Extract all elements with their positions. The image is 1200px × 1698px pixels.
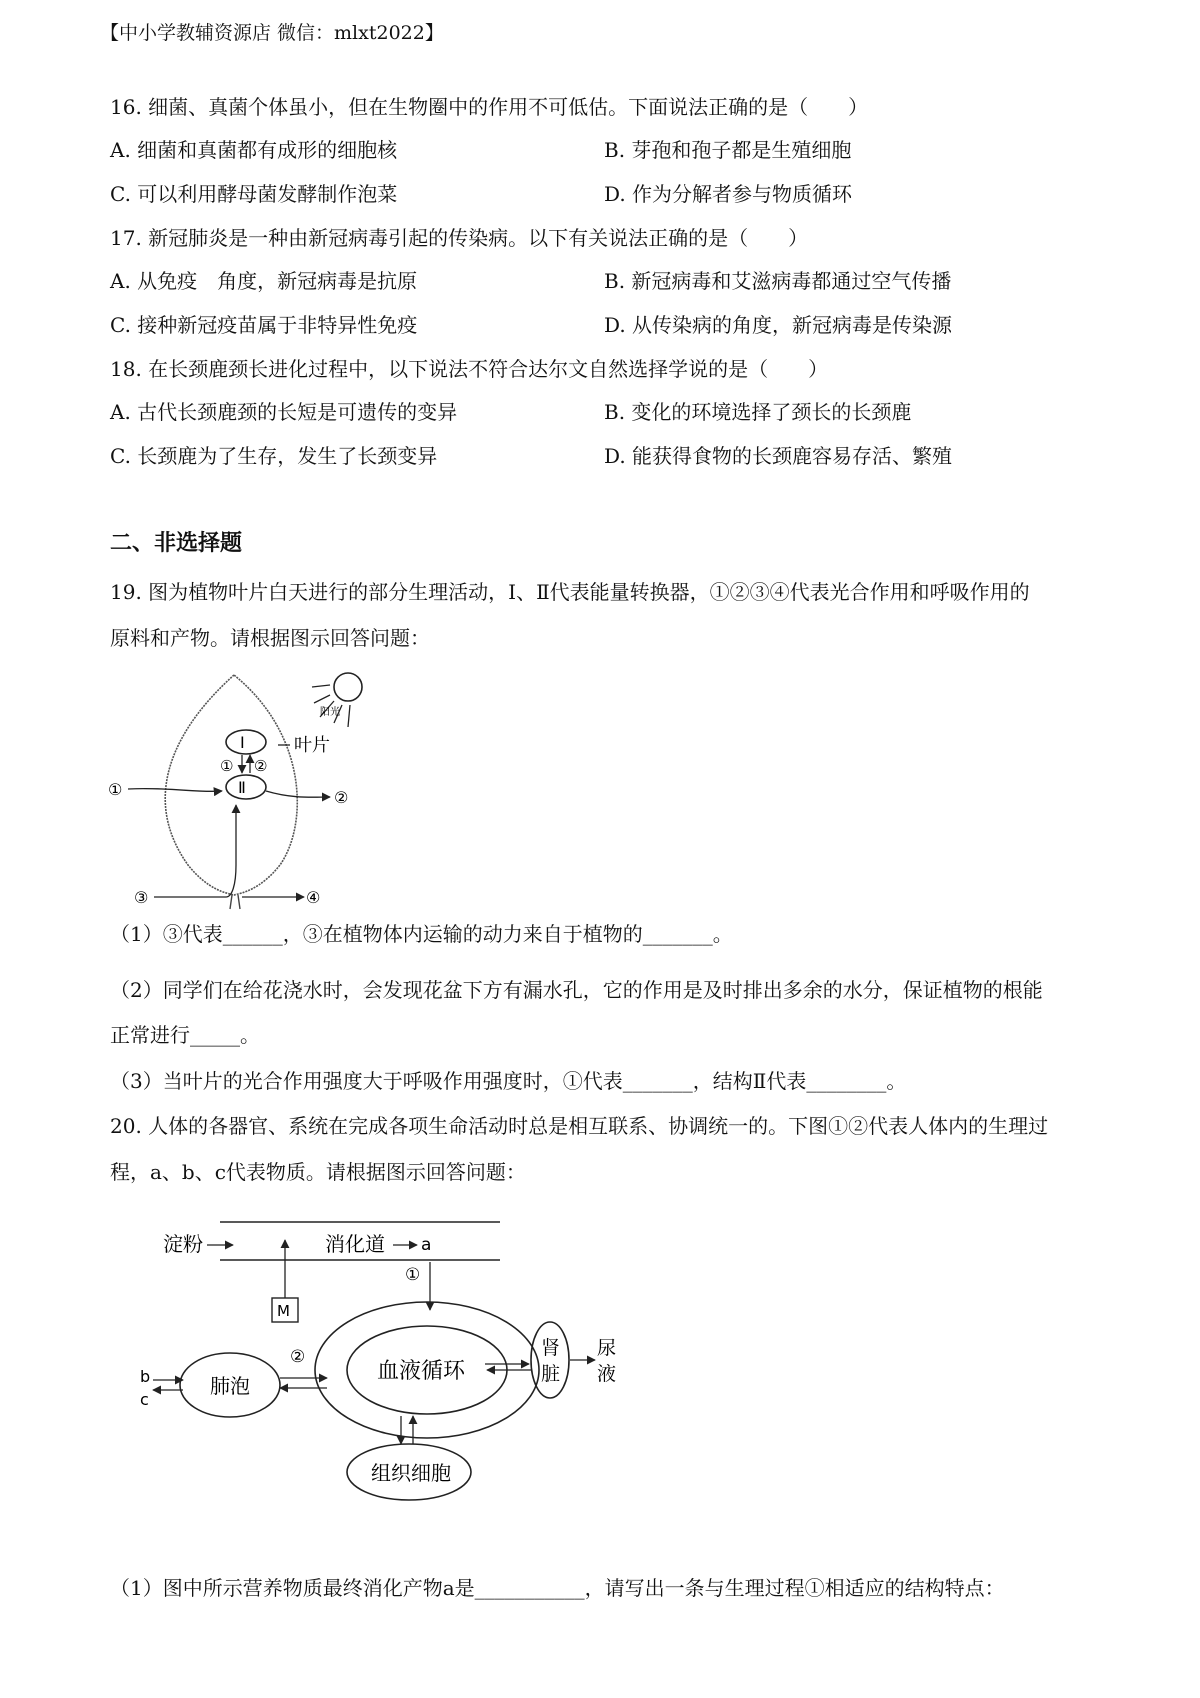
- blood-circulation-label: 血液循环: [377, 1359, 466, 1384]
- q16-option-d: D. 作为分解者参与物质循环: [604, 182, 853, 206]
- q19-part1: （1）③代表______，③在植物体内运输的动力来自于植物的_______。: [110, 922, 733, 946]
- substance-a-label: a: [421, 1235, 432, 1255]
- leaf-diagram: [108, 665, 388, 910]
- fig19-circle1-inner: ①: [220, 757, 234, 775]
- urine-label-1: 尿: [597, 1337, 617, 1359]
- q17-option-a: A. 从免疫 角度，新冠病毒是抗原: [110, 269, 418, 293]
- q19-part2-line2: 正常进行_____。: [110, 1023, 260, 1047]
- fig19-circle2-inner: ②: [254, 757, 268, 775]
- fig19-circle3: ③: [134, 888, 149, 907]
- organelle-i-label: Ⅰ: [240, 733, 245, 752]
- fig19-circle1: ①: [108, 780, 123, 799]
- q16-option-a: A. 细菌和真菌都有成形的细胞核: [110, 138, 398, 162]
- q19-part3: （3）当叶片的光合作用强度大于呼吸作用强度时，①代表_______，结构Ⅱ代表________。: [110, 1069, 907, 1093]
- q19-stem-line1: 19. 图为植物叶片白天进行的部分生理活动，Ⅰ、Ⅱ代表能量转换器，①②③④代表光合作用和呼吸作用的: [110, 580, 1030, 604]
- sun-label: 阳光: [320, 707, 340, 718]
- q17-option-d: D. 从传染病的角度，新冠病毒是传染源: [604, 313, 953, 337]
- q17-stem: 17. 新冠肺炎是一种由新冠病毒引起的传染病。以下有关说法正确的是（ ）: [110, 226, 809, 250]
- starch-label: 淀粉: [163, 1232, 203, 1256]
- q19-part2-line1: （2）同学们在给花浇水时，会发现花盆下方有漏水孔，它的作用是及时排出多余的水分，保证植物的根能: [110, 978, 1043, 1002]
- q20-stem-line2: 程，a、b、c代表物质。请根据图示回答问题：: [110, 1160, 526, 1184]
- tissue-cells-label: 组织细胞: [371, 1461, 451, 1485]
- fig20-circle1: ①: [405, 1265, 421, 1285]
- q18-option-d: D. 能获得食物的长颈鹿容易存活、繁殖: [604, 444, 953, 468]
- organelle-ii-label: Ⅱ: [238, 778, 246, 797]
- q18-stem: 18. 在长颈鹿颈长进化过程中，以下说法不符合达尔文自然选择学说的是（ ）: [110, 357, 829, 381]
- q16-option-b: B. 芽孢和孢子都是生殖细胞: [604, 138, 852, 162]
- enzyme-m-label: M: [277, 1302, 290, 1320]
- substance-c-label: c: [140, 1390, 149, 1409]
- leaf-label: 叶片: [294, 735, 330, 756]
- kidney-label-2: 脏: [541, 1363, 561, 1385]
- q18-option-b: B. 变化的环境选择了颈长的长颈鹿: [604, 400, 912, 424]
- kidney-label-1: 肾: [541, 1337, 561, 1359]
- alveoli-label: 肺泡: [210, 1374, 250, 1398]
- q17-option-b: B. 新冠病毒和艾滋病毒都通过空气传播: [604, 269, 952, 293]
- leaf-petiole: [230, 895, 240, 909]
- q17-option-c: C. 接种新冠疫苗属于非特异性免疫: [110, 313, 418, 337]
- fig19-circle4: ④: [306, 888, 321, 907]
- circulation-diagram: [140, 1210, 705, 1515]
- q20-part1: （1）图中所示营养物质最终消化产物a是___________，请写出一条与生理过程①相适应的结构特点：: [110, 1576, 1005, 1600]
- fig20-circle2: ②: [290, 1347, 306, 1367]
- q20-stem-line1: 20. 人体的各器官、系统在完成各项生命活动时总是相互联系、协调统一的。下图①②代表人体内的生理过: [110, 1114, 1049, 1138]
- fig19-circle2: ②: [334, 788, 349, 807]
- leaf-outline: [165, 675, 297, 895]
- q18-option-a: A. 古代长颈鹿颈的长短是可遗传的变异: [110, 400, 458, 424]
- substance-b-label: b: [140, 1367, 151, 1386]
- q16-option-c: C. 可以利用酵母菌发酵制作泡菜: [110, 182, 398, 206]
- page-header: 【中小学教辅资源店 微信：mlxt2022】: [100, 22, 444, 44]
- urine-label-2: 液: [597, 1363, 617, 1385]
- q16-stem: 16. 细菌、真菌个体虽小，但在生物圈中的作用不可低估。下面说法正确的是（ ）: [110, 95, 869, 119]
- section-heading: 二、非选择题: [110, 531, 243, 556]
- q18-option-c: C. 长颈鹿为了生存，发生了长颈变异: [110, 444, 438, 468]
- tract-label: 消化道: [325, 1232, 385, 1256]
- q19-stem-line2: 原料和产物。请根据图示回答问题：: [110, 626, 430, 650]
- sun-icon: [312, 673, 362, 727]
